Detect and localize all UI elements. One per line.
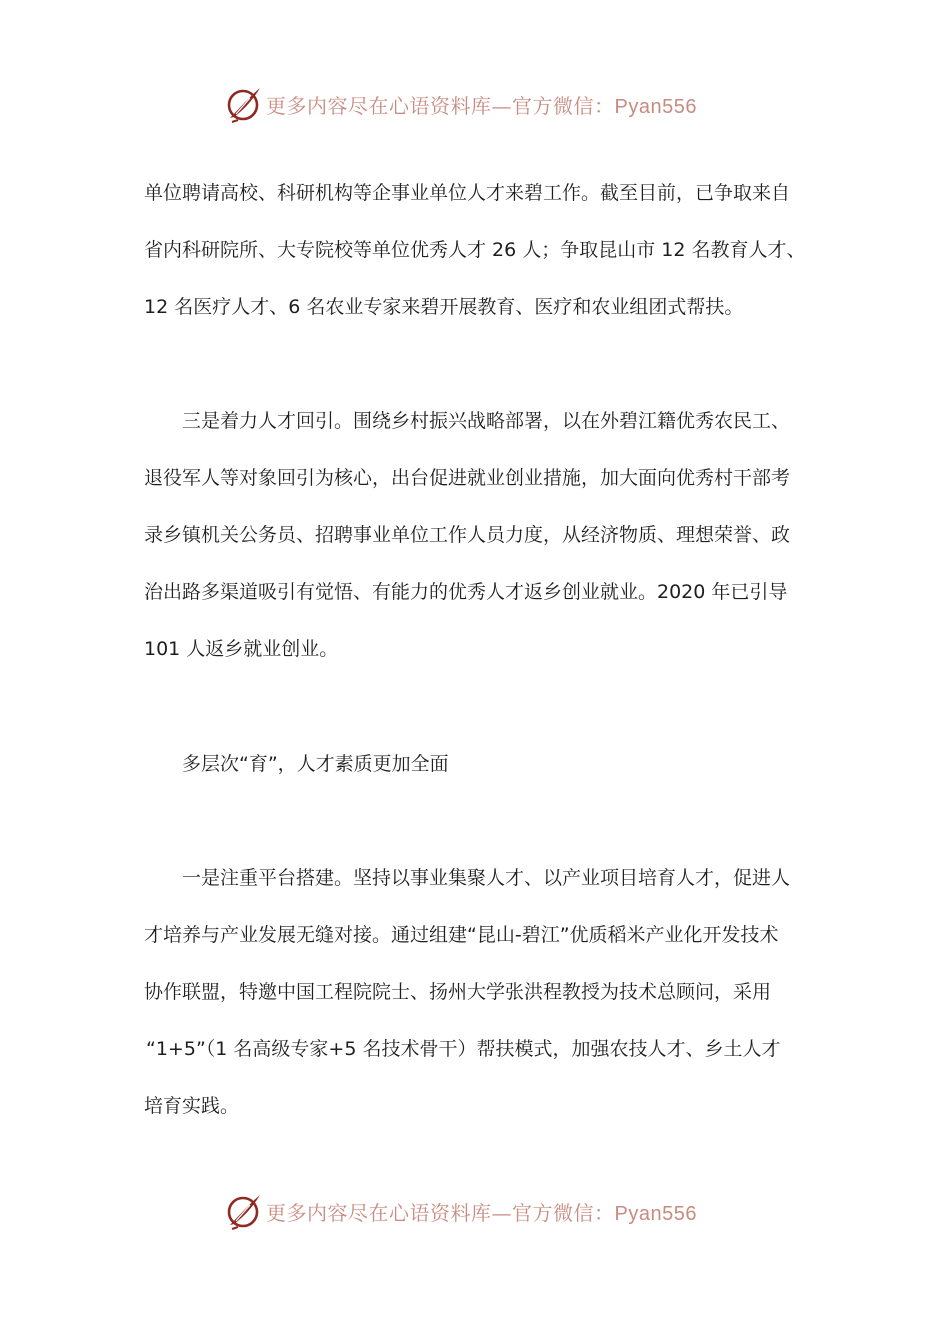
section-heading: 多层次“育”，人才素质更加全面: [182, 753, 449, 775]
paragraph-line: 12 名医疗人才、6 名农业专家来碧开展教育、医疗和农业组团式帮扶。: [144, 296, 744, 318]
banner-text: [266, 90, 697, 119]
paragraph-line: 才培养与产业发展无缝对接。通过组建“昆山-碧江”优质稻米产业化开发技术: [144, 924, 779, 946]
banner-text-cn: 更多内容尽在心语资料库—官方微信：: [266, 93, 615, 118]
paragraph-line: 一是注重平台搭建。坚持以事业集聚人才、以产业项目培育人才，促进人: [182, 867, 791, 889]
banner-wechat-id: Pyan556: [614, 1202, 697, 1225]
paragraph-line: 退役军人等对象回引为核心，出台促进就业创业措施，加大面向优秀村干部考: [144, 467, 791, 489]
banner-text-cn: 更多内容尽在心语资料库—官方微信：: [266, 1200, 615, 1225]
banner-text: [266, 1197, 697, 1226]
paragraph-line: 治出路多渠道吸引有觉悟、有能力的优秀人才返乡创业就业。2020 年已引导: [144, 581, 788, 603]
paragraph-line: 单位聘请高校、科研机构等企事业单位人才来碧工作。截至目前，已争取来自: [144, 182, 791, 204]
paragraph-line: 培育实践。: [144, 1095, 240, 1117]
footer-banner: [224, 1191, 697, 1231]
paragraph-line: 省内科研院所、大专院校等单位优秀人才 26 人；争取昆山市 12 名教育人才、: [144, 239, 806, 261]
banner-wechat-id: Pyan556: [614, 95, 697, 118]
quill-pen-seal-logo: [224, 84, 264, 124]
paragraph-line: 三是着力人才回引。围绕乡村振兴战略部署，以在外碧江籍优秀农民工、: [182, 410, 791, 432]
paragraph-line: 101 人返乡就业创业。: [144, 638, 339, 660]
paragraph-line: “1+5”（1 名高级专家+5 名技术骨干）帮扶模式，加强农技人才、乡土人才: [146, 1038, 781, 1060]
paragraph-line: 录乡镇机关公务员、招聘事业单位工作人员力度，从经济物质、理想荣誉、政: [144, 524, 791, 546]
header-banner: [224, 84, 697, 124]
quill-pen-seal-logo: [224, 1191, 264, 1231]
paragraph-line: 协作联盟，特邀中国工程院院士、扬州大学张洪程教授为技术总顾问，采用: [144, 981, 772, 1003]
